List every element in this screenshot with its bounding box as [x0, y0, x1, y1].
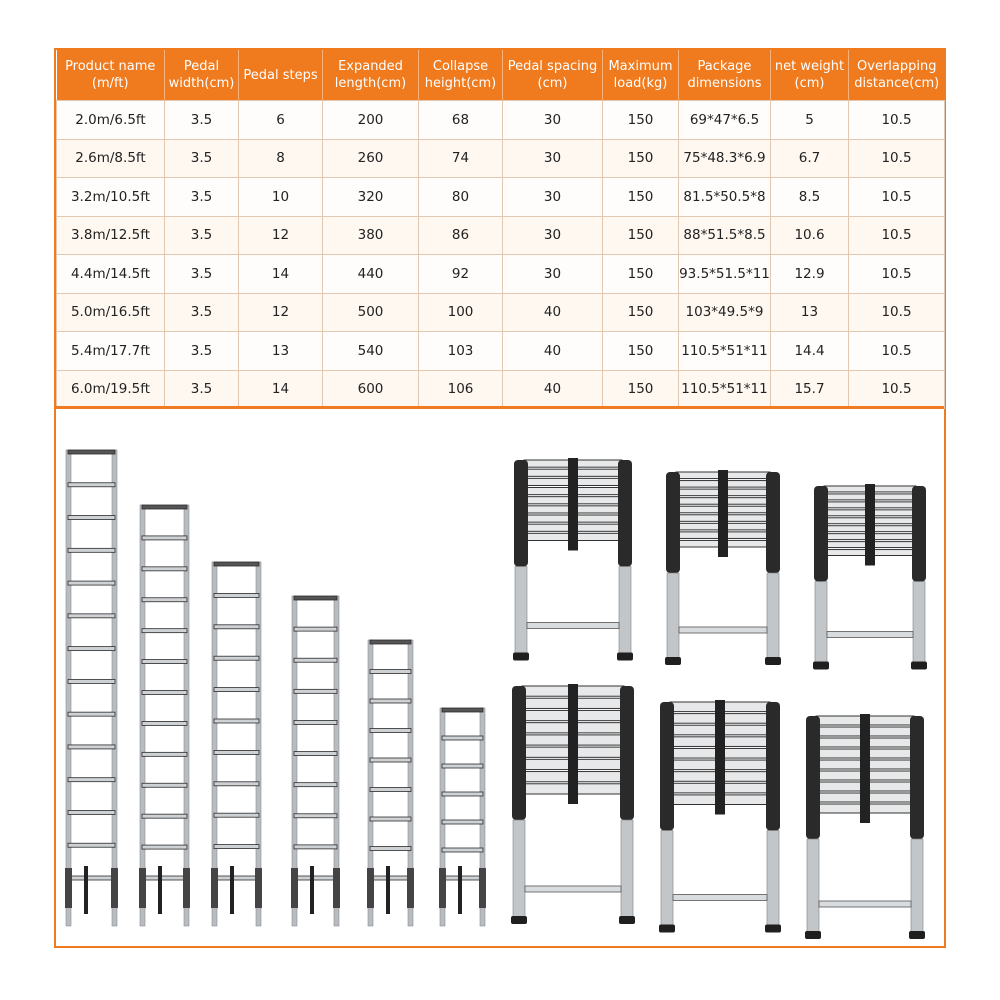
header-expanded-length: Expanded length(cm) — [323, 50, 419, 101]
section-divider — [56, 406, 944, 409]
cell-pedal-width: 3.5 — [165, 255, 239, 294]
cell-pedal-steps: 14 — [239, 255, 323, 294]
cell-package-dimensions: 103*49.5*9 — [679, 293, 771, 332]
cell-expanded-length: 600 — [323, 370, 419, 409]
cell-net-weight: 14.4 — [771, 332, 849, 371]
cell-pedal-width: 3.5 — [165, 178, 239, 217]
table-row — [57, 370, 945, 409]
cell-product-name: 6.0m/19.5ft — [57, 370, 165, 409]
header-package-dimensions: Package dimensions — [679, 50, 771, 101]
cell-product-name: 5.0m/16.5ft — [57, 293, 165, 332]
cell-pedal-width: 3.5 — [165, 216, 239, 255]
cell-net-weight: 10.6 — [771, 216, 849, 255]
cell-maximum-load: 150 — [603, 293, 679, 332]
header-pedal-width: Pedal width(cm) — [165, 50, 239, 101]
cell-pedal-spacing: 30 — [503, 255, 603, 294]
cell-pedal-spacing: 40 — [503, 332, 603, 371]
header-collapse-height: Collapse height(cm) — [419, 50, 503, 101]
extended-ladder-icon — [65, 450, 118, 926]
cell-pedal-width: 3.5 — [165, 332, 239, 371]
cell-pedal-width: 3.5 — [165, 101, 239, 140]
cell-package-dimensions: 81.5*50.5*8 — [679, 178, 771, 217]
cell-package-dimensions: 110.5*51*11 — [679, 370, 771, 409]
cell-expanded-length: 540 — [323, 332, 419, 371]
table-row — [57, 139, 945, 178]
cell-net-weight: 8.5 — [771, 178, 849, 217]
extended-ladder-icon — [291, 596, 340, 926]
extended-ladder-icon — [439, 708, 486, 926]
cell-pedal-spacing: 30 — [503, 216, 603, 255]
collapsed-ladder-icon — [659, 700, 781, 933]
cell-expanded-length: 500 — [323, 293, 419, 332]
cell-product-name: 3.8m/12.5ft — [57, 216, 165, 255]
cell-overlapping-distance: 10.5 — [849, 255, 945, 294]
cell-collapse-height: 103 — [419, 332, 503, 371]
cell-pedal-spacing: 40 — [503, 370, 603, 409]
cell-pedal-steps: 13 — [239, 332, 323, 371]
spec-table-body — [57, 101, 945, 409]
header-pedal-steps: Pedal steps — [239, 50, 323, 101]
product-spec-sheet — [54, 48, 946, 948]
collapsed-ladder-icon — [813, 484, 927, 670]
table-row — [57, 101, 945, 140]
cell-net-weight: 13 — [771, 293, 849, 332]
cell-net-weight: 15.7 — [771, 370, 849, 409]
cell-net-weight: 12.9 — [771, 255, 849, 294]
cell-collapse-height: 106 — [419, 370, 503, 409]
cell-pedal-spacing: 30 — [503, 139, 603, 178]
cell-net-weight: 5 — [771, 101, 849, 140]
cell-maximum-load: 150 — [603, 332, 679, 371]
cell-package-dimensions: 93.5*51.5*11 — [679, 255, 771, 294]
table-row — [57, 255, 945, 294]
cell-package-dimensions: 69*47*6.5 — [679, 101, 771, 140]
cell-overlapping-distance: 10.5 — [849, 293, 945, 332]
cell-collapse-height: 68 — [419, 101, 503, 140]
spec-table — [56, 50, 945, 409]
cell-net-weight: 6.7 — [771, 139, 849, 178]
cell-pedal-spacing: 40 — [503, 293, 603, 332]
cell-pedal-width: 3.5 — [165, 139, 239, 178]
cell-pedal-width: 3.5 — [165, 293, 239, 332]
cell-overlapping-distance: 10.5 — [849, 332, 945, 371]
cell-product-name: 2.6m/8.5ft — [57, 139, 165, 178]
cell-pedal-spacing: 30 — [503, 101, 603, 140]
cell-overlapping-distance: 10.5 — [849, 139, 945, 178]
cell-overlapping-distance: 10.5 — [849, 178, 945, 217]
cell-pedal-steps: 10 — [239, 178, 323, 217]
cell-package-dimensions: 88*51.5*8.5 — [679, 216, 771, 255]
cell-collapse-height: 92 — [419, 255, 503, 294]
cell-pedal-steps: 12 — [239, 293, 323, 332]
cell-product-name: 4.4m/14.5ft — [57, 255, 165, 294]
ladder-illustration — [56, 410, 944, 946]
extended-ladder-icon — [139, 505, 190, 926]
cell-overlapping-distance: 10.5 — [849, 101, 945, 140]
cell-expanded-length: 320 — [323, 178, 419, 217]
cell-collapse-height: 86 — [419, 216, 503, 255]
cell-maximum-load: 150 — [603, 255, 679, 294]
cell-expanded-length: 440 — [323, 255, 419, 294]
cell-collapse-height: 100 — [419, 293, 503, 332]
cell-product-name: 2.0m/6.5ft — [57, 101, 165, 140]
cell-pedal-steps: 6 — [239, 101, 323, 140]
cell-expanded-length: 200 — [323, 101, 419, 140]
cell-maximum-load: 150 — [603, 139, 679, 178]
cell-overlapping-distance: 10.5 — [849, 370, 945, 409]
header-pedal-spacing: Pedal spacing (cm) — [503, 50, 603, 101]
header-net-weight: net weight (cm) — [771, 50, 849, 101]
cell-maximum-load: 150 — [603, 216, 679, 255]
collapsed-ladder-icon — [511, 684, 635, 924]
cell-package-dimensions: 75*48.3*6.9 — [679, 139, 771, 178]
cell-pedal-width: 3.5 — [165, 370, 239, 409]
header-overlapping-distance: Overlapping distance(cm) — [849, 50, 945, 101]
cell-pedal-spacing: 30 — [503, 178, 603, 217]
cell-package-dimensions: 110.5*51*11 — [679, 332, 771, 371]
header-maximum-load: Maximum load(kg) — [603, 50, 679, 101]
table-row — [57, 332, 945, 371]
collapsed-ladder-icon — [513, 458, 633, 661]
table-row — [57, 216, 945, 255]
collapsed-ladder-icon — [665, 470, 781, 665]
cell-expanded-length: 260 — [323, 139, 419, 178]
spec-table-header-row — [57, 50, 945, 101]
cell-pedal-steps: 14 — [239, 370, 323, 409]
collapsed-ladder-icon — [805, 714, 925, 939]
cell-maximum-load: 150 — [603, 370, 679, 409]
header-product-name: Product name (m/ft) — [57, 50, 165, 101]
cell-collapse-height: 74 — [419, 139, 503, 178]
cell-product-name: 5.4m/17.7ft — [57, 332, 165, 371]
cell-product-name: 3.2m/10.5ft — [57, 178, 165, 217]
cell-expanded-length: 380 — [323, 216, 419, 255]
cell-maximum-load: 150 — [603, 101, 679, 140]
extended-ladder-icon — [211, 562, 262, 926]
cell-overlapping-distance: 10.5 — [849, 216, 945, 255]
cell-maximum-load: 150 — [603, 178, 679, 217]
table-row — [57, 293, 945, 332]
cell-pedal-steps: 12 — [239, 216, 323, 255]
extended-ladder-icon — [367, 640, 414, 926]
cell-pedal-steps: 8 — [239, 139, 323, 178]
cell-collapse-height: 80 — [419, 178, 503, 217]
table-row — [57, 178, 945, 217]
